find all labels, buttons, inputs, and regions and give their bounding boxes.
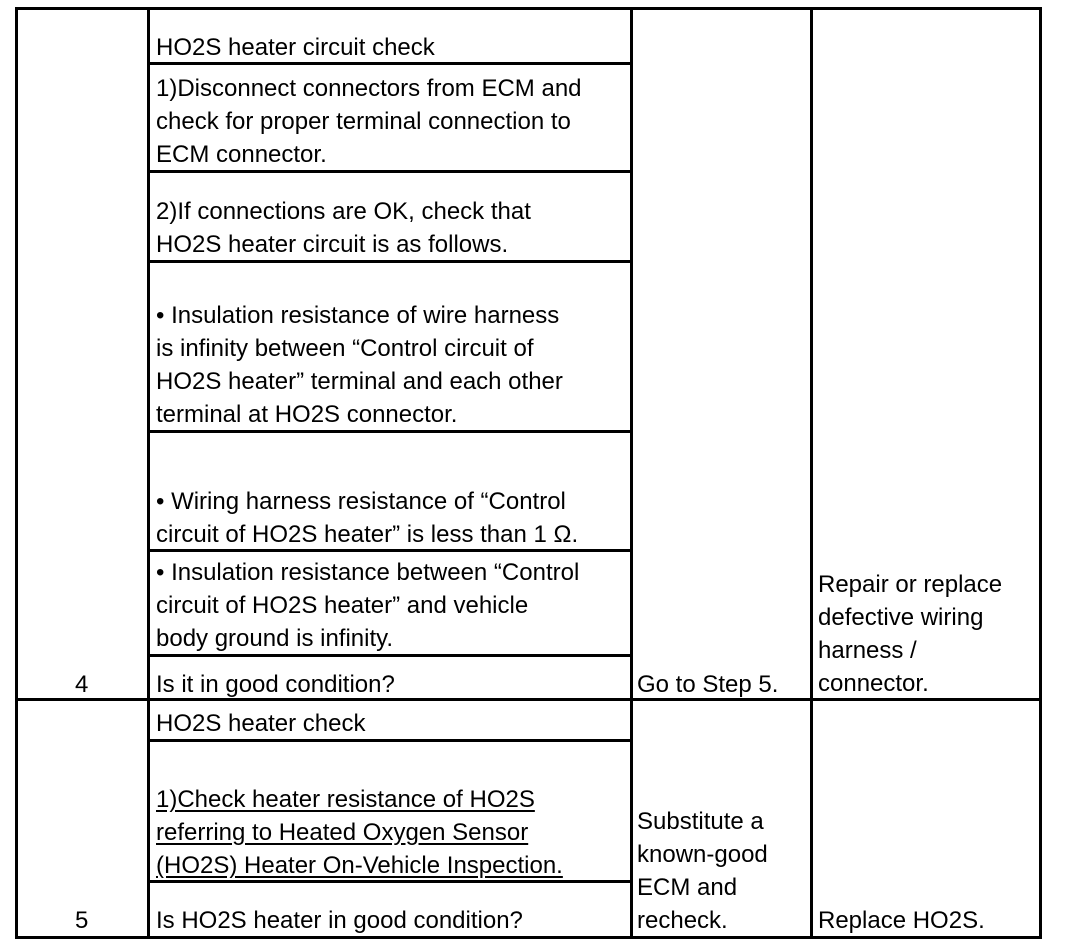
col-divider-yes xyxy=(810,7,813,939)
col-divider-action xyxy=(630,7,633,939)
step-instruction: 2)If connections are OK, check that HO2S heater circuit is as follows. xyxy=(156,198,531,258)
step-yes-action: Go to Step 5. xyxy=(637,671,779,698)
inspection-reference-link[interactable]: 1)Check heater resistance of HO2S referring to Heated Oxygen Sensor (HO2S) Heater On-Vehicle Inspection. xyxy=(156,786,563,879)
step-title: HO2S heater circuit check xyxy=(156,34,435,61)
step-number: 5 xyxy=(75,907,89,934)
step-instruction: 1)Disconnect connectors from ECM and check for proper terminal connection to ECM connector. xyxy=(156,75,582,168)
col-divider-no xyxy=(1039,7,1042,939)
step-number: 4 xyxy=(75,671,89,698)
step-instruction: • Insulation resistance of wire harness is infinity between “Control circuit of HO2S heater” terminal and each other terminal at HO2S connector. xyxy=(156,302,563,428)
step-yes-action: Substitute a known-good ECM and recheck. xyxy=(637,808,768,934)
step-question: Is HO2S heater in good condition? xyxy=(156,907,523,934)
step-question: Is it in good condition? xyxy=(156,671,395,698)
col-divider-step xyxy=(147,7,150,939)
step-instruction: • Wiring harness resistance of “Control circuit of HO2S heater” is less than 1 Ω. xyxy=(156,488,579,548)
step-title: HO2S heater check xyxy=(156,710,366,737)
step-instruction: • Insulation resistance between “Control circuit of HO2S heater” and vehicle body ground is infinity. xyxy=(156,559,580,652)
step-no-action: Replace HO2S. xyxy=(818,907,985,934)
step-no-action: Repair or replace defective wiring harness / connector. xyxy=(818,571,1003,697)
